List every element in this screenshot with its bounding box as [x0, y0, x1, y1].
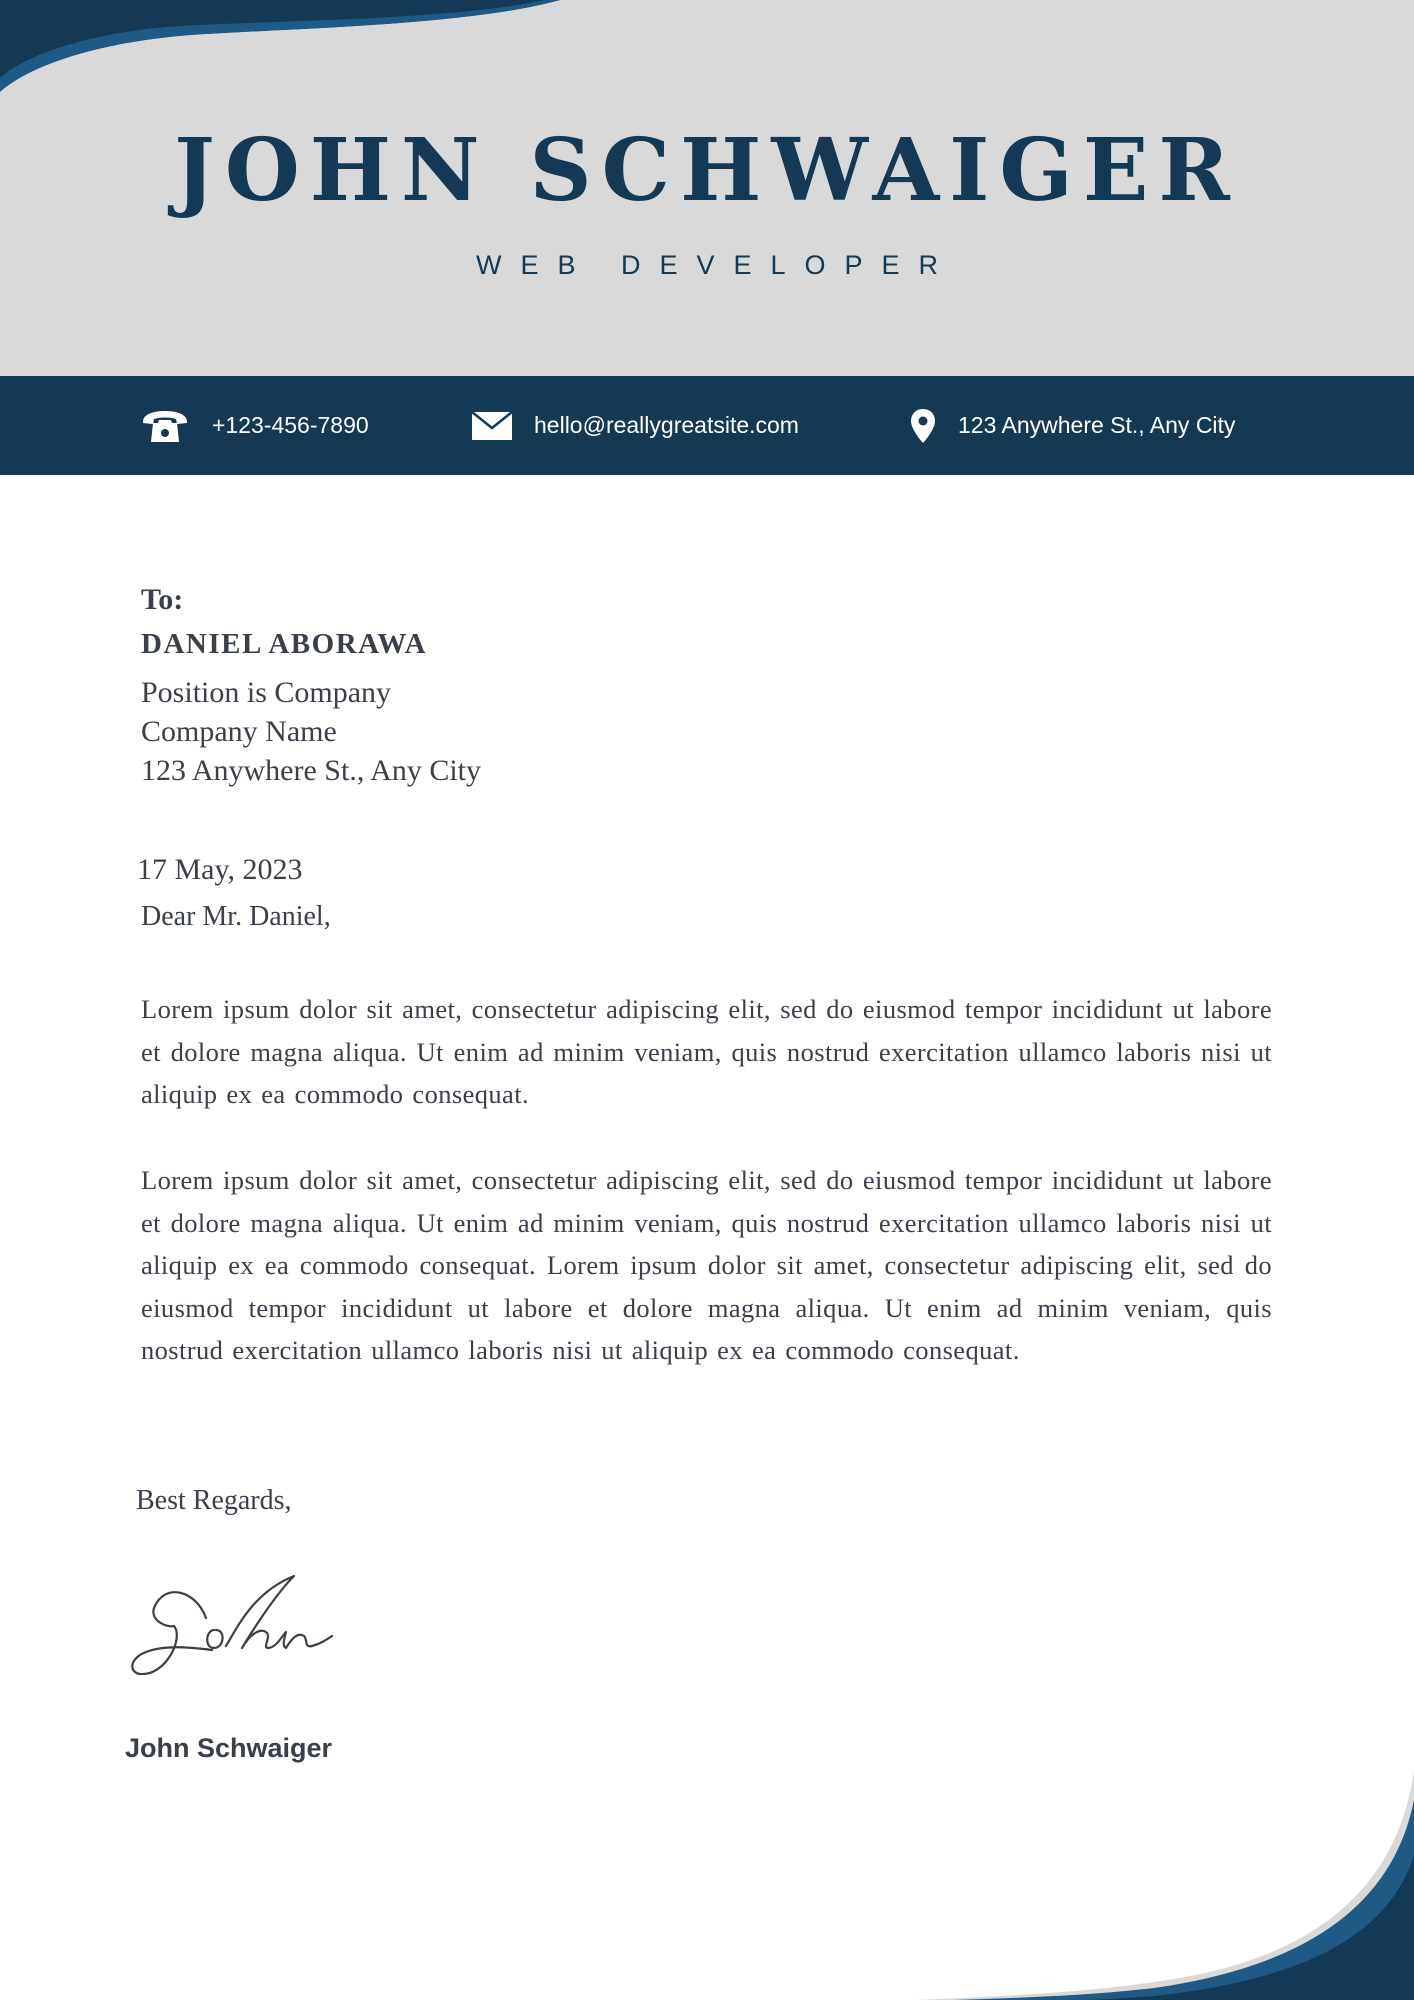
recipient-position: Position is Company — [141, 676, 392, 709]
sender-role: WEB DEVELOPER — [475, 250, 958, 280]
mail-icon — [472, 412, 512, 440]
header-wave-decoration — [0, 0, 600, 100]
to-label: To: — [141, 583, 184, 616]
body-paragraph: Lorem ipsum dolor sit amet, consectetur adipiscing elit, sed do eiusmod tempor incididunt ut labore et dolore magna aliqua. Ut enim ad minim veniam, quis nostrud exercitation ullamco laboris nisi ut aliquip ex ea commodo consequat. — [141, 994, 1272, 1110]
greeting: Dear Mr. Daniel, — [141, 901, 331, 932]
recipient-company: Company Name — [141, 715, 337, 748]
phone-icon — [140, 409, 190, 443]
letter-header — [0, 0, 1414, 376]
phone-number: +123-456-7890 — [212, 412, 369, 438]
email-address: hello@reallygreatsite.com — [534, 412, 799, 438]
footer-wave-decoration — [854, 1760, 1414, 2000]
recipient-name: DANIEL ABORAWA — [141, 628, 428, 660]
sender-name: JOHN SCHWAIGER — [174, 120, 1240, 221]
recipient-address: 123 Anywhere St., Any City — [141, 754, 482, 787]
letter-date: 17 May, 2023 — [137, 853, 303, 886]
signature — [126, 1568, 336, 1688]
contact-bar — [0, 376, 1414, 475]
contact-phone — [140, 376, 369, 475]
location-pin-icon — [910, 409, 936, 443]
body-paragraph: Lorem ipsum dolor sit amet, consectetur adipiscing elit, sed do eiusmod tempor incididunt ut labore et dolore magna aliqua. Ut enim ad minim veniam, quis nostrud exercitation ullamco laboris nisi ut aliquip ex ea commodo consequat. Lorem ipsum dolor sit amet, consectetur adipiscing elit, sed do eiusmod tempor incididunt ut labore et dolore magna aliqua. Ut enim ad minim veniam, quis nostrud exercitation ullamco laboris nisi ut aliquip ex ea commodo consequat. — [141, 1165, 1272, 1366]
street-address: 123 Anywhere St., Any City — [958, 412, 1236, 438]
contact-address — [910, 376, 1235, 475]
contact-email — [472, 376, 799, 475]
signer-name: John Schwaiger — [125, 1733, 333, 1763]
closing: Best Regards, — [136, 1485, 292, 1516]
signature-text: John — [126, 1568, 128, 1569]
